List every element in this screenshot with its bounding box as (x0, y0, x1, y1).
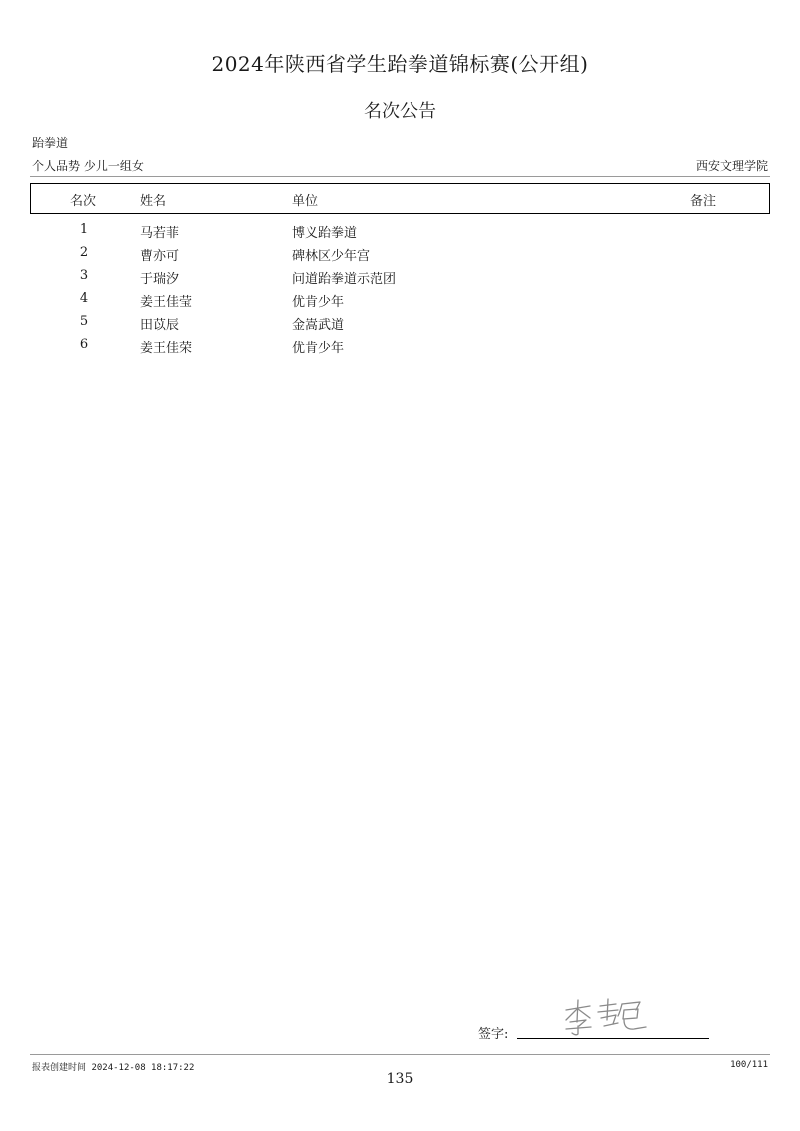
handwritten-signature (560, 996, 650, 1038)
results-table-body (0, 222, 800, 360)
venue-label: 西安文理学院 (695, 159, 768, 173)
column-header-note: 备注 (690, 194, 717, 209)
created-time-label: 报表创建时间 (32, 1063, 87, 1073)
column-header-unit: 单位 (292, 194, 319, 209)
table-row (0, 337, 800, 360)
created-time-value: 2024-12-08 18:17:22 (91, 1063, 195, 1073)
rank-cell: 5 (79, 314, 89, 329)
table-row (0, 268, 800, 291)
unit-cell: 问道跆拳道示范团 (292, 272, 397, 287)
table-row (0, 222, 800, 245)
document-subtitle: 名次公告 (364, 101, 436, 122)
unit-cell: 优肯少年 (292, 341, 345, 356)
name-cell: 于瑞汐 (140, 272, 180, 287)
rank-cell: 4 (79, 291, 89, 306)
unit-cell: 博义跆拳道 (292, 226, 358, 241)
page-counter: 100/111 (730, 1060, 768, 1070)
signature-line (517, 1038, 709, 1039)
name-cell: 曹亦可 (140, 249, 180, 264)
signature-label: 签字: (478, 1027, 509, 1042)
column-header-rank: 名次 (70, 194, 97, 209)
name-cell: 姜王佳荣 (140, 341, 193, 356)
table-row (0, 314, 800, 337)
table-row (0, 245, 800, 268)
name-cell: 姜王佳莹 (140, 295, 193, 310)
rank-cell: 1 (79, 222, 89, 237)
unit-cell: 优肯少年 (292, 295, 345, 310)
sport-label: 跆拳道 (32, 136, 69, 150)
column-header-name: 姓名 (140, 194, 167, 209)
footer-divider (30, 1054, 770, 1055)
name-cell: 马若菲 (140, 226, 180, 241)
unit-cell: 碑林区少年宫 (292, 249, 371, 264)
rank-cell: 2 (79, 245, 89, 260)
header-divider (30, 176, 770, 177)
document-title: 2024年陕西省学生跆拳道锦标赛(公开组) (211, 52, 589, 76)
event-label: 个人品势 少儿一组女 (32, 159, 144, 173)
unit-cell: 金嵩武道 (292, 318, 345, 333)
name-cell: 田苡辰 (140, 318, 180, 333)
rank-cell: 3 (79, 268, 89, 283)
rank-cell: 6 (79, 337, 89, 352)
page-number: 135 (386, 1071, 414, 1087)
table-row (0, 291, 800, 314)
